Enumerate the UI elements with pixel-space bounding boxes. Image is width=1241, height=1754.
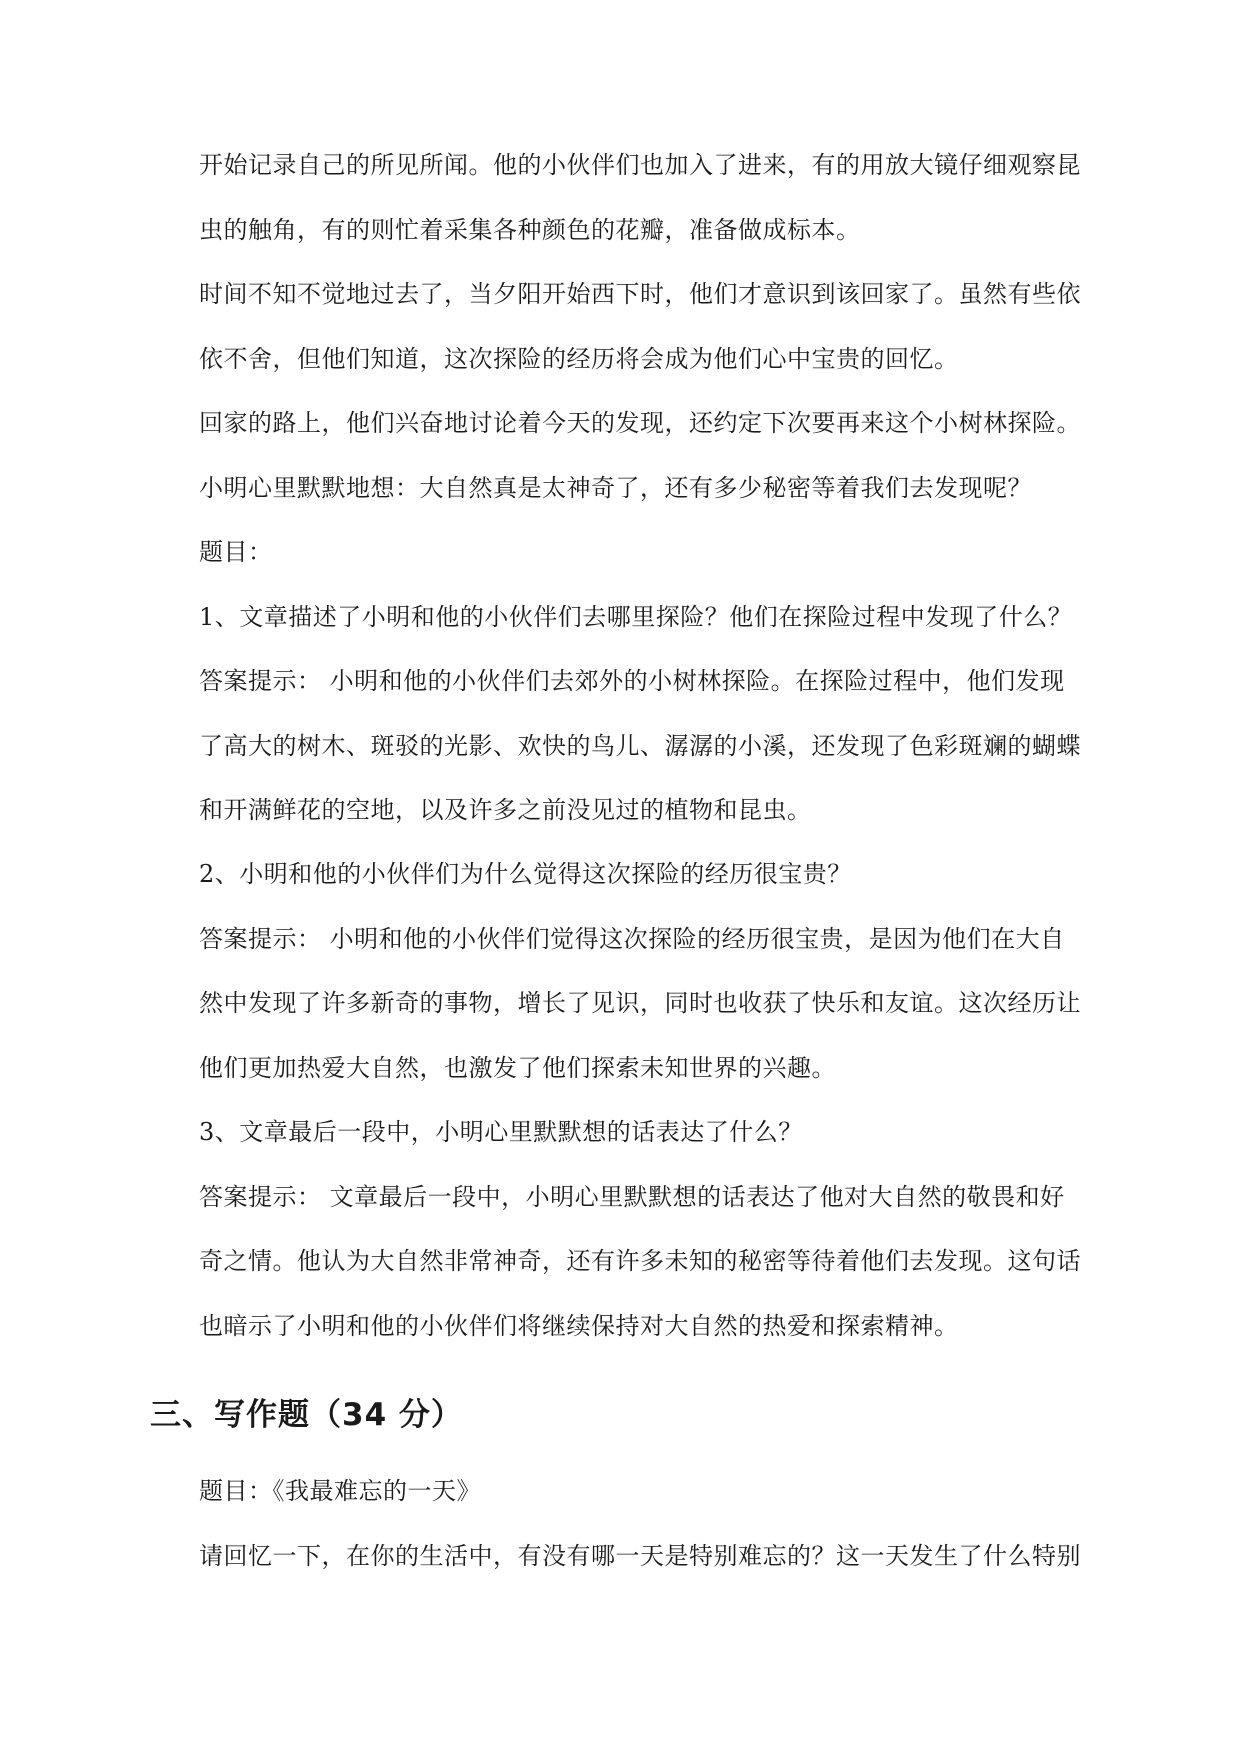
writing-prompt-line: 请回忆一下，在你的生活中，有没有哪一天是特别难忘的？这一天发生了什么特别 — [199, 1542, 1081, 1570]
answer-1-line: 答案提示： 小明和他的小伙伴们去郊外的小树林探险。在探险过程中，他们发现 — [199, 667, 1065, 695]
passage-paragraph-line: 回家的路上，他们兴奋地讨论着今天的发现，还约定下次要再来这个小树林探险。 — [199, 409, 1081, 437]
question-2: 2、小明和他的小伙伴们为什么觉得这次探险的经历很宝贵？ — [199, 860, 852, 888]
answer-3-line: 奇之情。他认为大自然非常神奇，还有许多未知的秘密等待着他们去发现。这句话 — [199, 1247, 1081, 1275]
questions-label: 题目： — [199, 538, 273, 566]
answer-3-line: 答案提示： 文章最后一段中，小明心里默默想的话表达了他对大自然的敬畏和好 — [199, 1183, 1065, 1211]
section-heading-writing: 三、写作题（34 分） — [150, 1397, 463, 1433]
answer-2-line: 然中发现了许多新奇的事物，增长了见识，同时也收获了快乐和友谊。这次经历让 — [199, 989, 1081, 1017]
writing-topic: 题目：《我最难忘的一天》 — [199, 1477, 481, 1505]
passage-paragraph-line: 开始记录自己的所见所闻。他的小伙伴们也加入了进来，有的用放大镜仔细观察昆 — [199, 151, 1081, 179]
answer-1-line: 和开满鲜花的空地，以及许多之前没见过的植物和昆虫。 — [199, 796, 812, 824]
passage-paragraph-line: 依不舍，但他们知道，这次探险的经历将会成为他们心中宝贵的回忆。 — [199, 345, 959, 373]
passage-paragraph-line: 小明心里默默地想：大自然真是太神奇了，还有多少秘密等着我们去发现呢？ — [199, 474, 1032, 502]
answer-2-line: 他们更加热爱大自然，也激发了他们探索未知世界的兴趣。 — [199, 1054, 836, 1082]
passage-paragraph-line: 时间不知不觉地过去了，当夕阳开始西下时，他们才意识到该回家了。虽然有些依 — [199, 280, 1081, 308]
answer-1-line: 了高大的树木、斑驳的光影、欢快的鸟儿、潺潺的小溪，还发现了色彩斑斓的蝴蝶 — [199, 732, 1081, 760]
answer-3-line: 也暗示了小明和他的小伙伴们将继续保持对大自然的热爱和探索精神。 — [199, 1312, 959, 1340]
question-1: 1、文章描述了小明和他的小伙伴们去哪里探险？他们在探险过程中发现了什么？ — [199, 603, 1073, 631]
question-3: 3、文章最后一段中，小明心里默默想的话表达了什么？ — [199, 1118, 803, 1146]
answer-2-line: 答案提示： 小明和他的小伙伴们觉得这次探险的经历很宝贵，是因为他们在大自 — [199, 925, 1065, 953]
passage-paragraph-line: 虫的触角，有的则忙着采集各种颜色的花瓣，准备做成标本。 — [199, 216, 861, 244]
